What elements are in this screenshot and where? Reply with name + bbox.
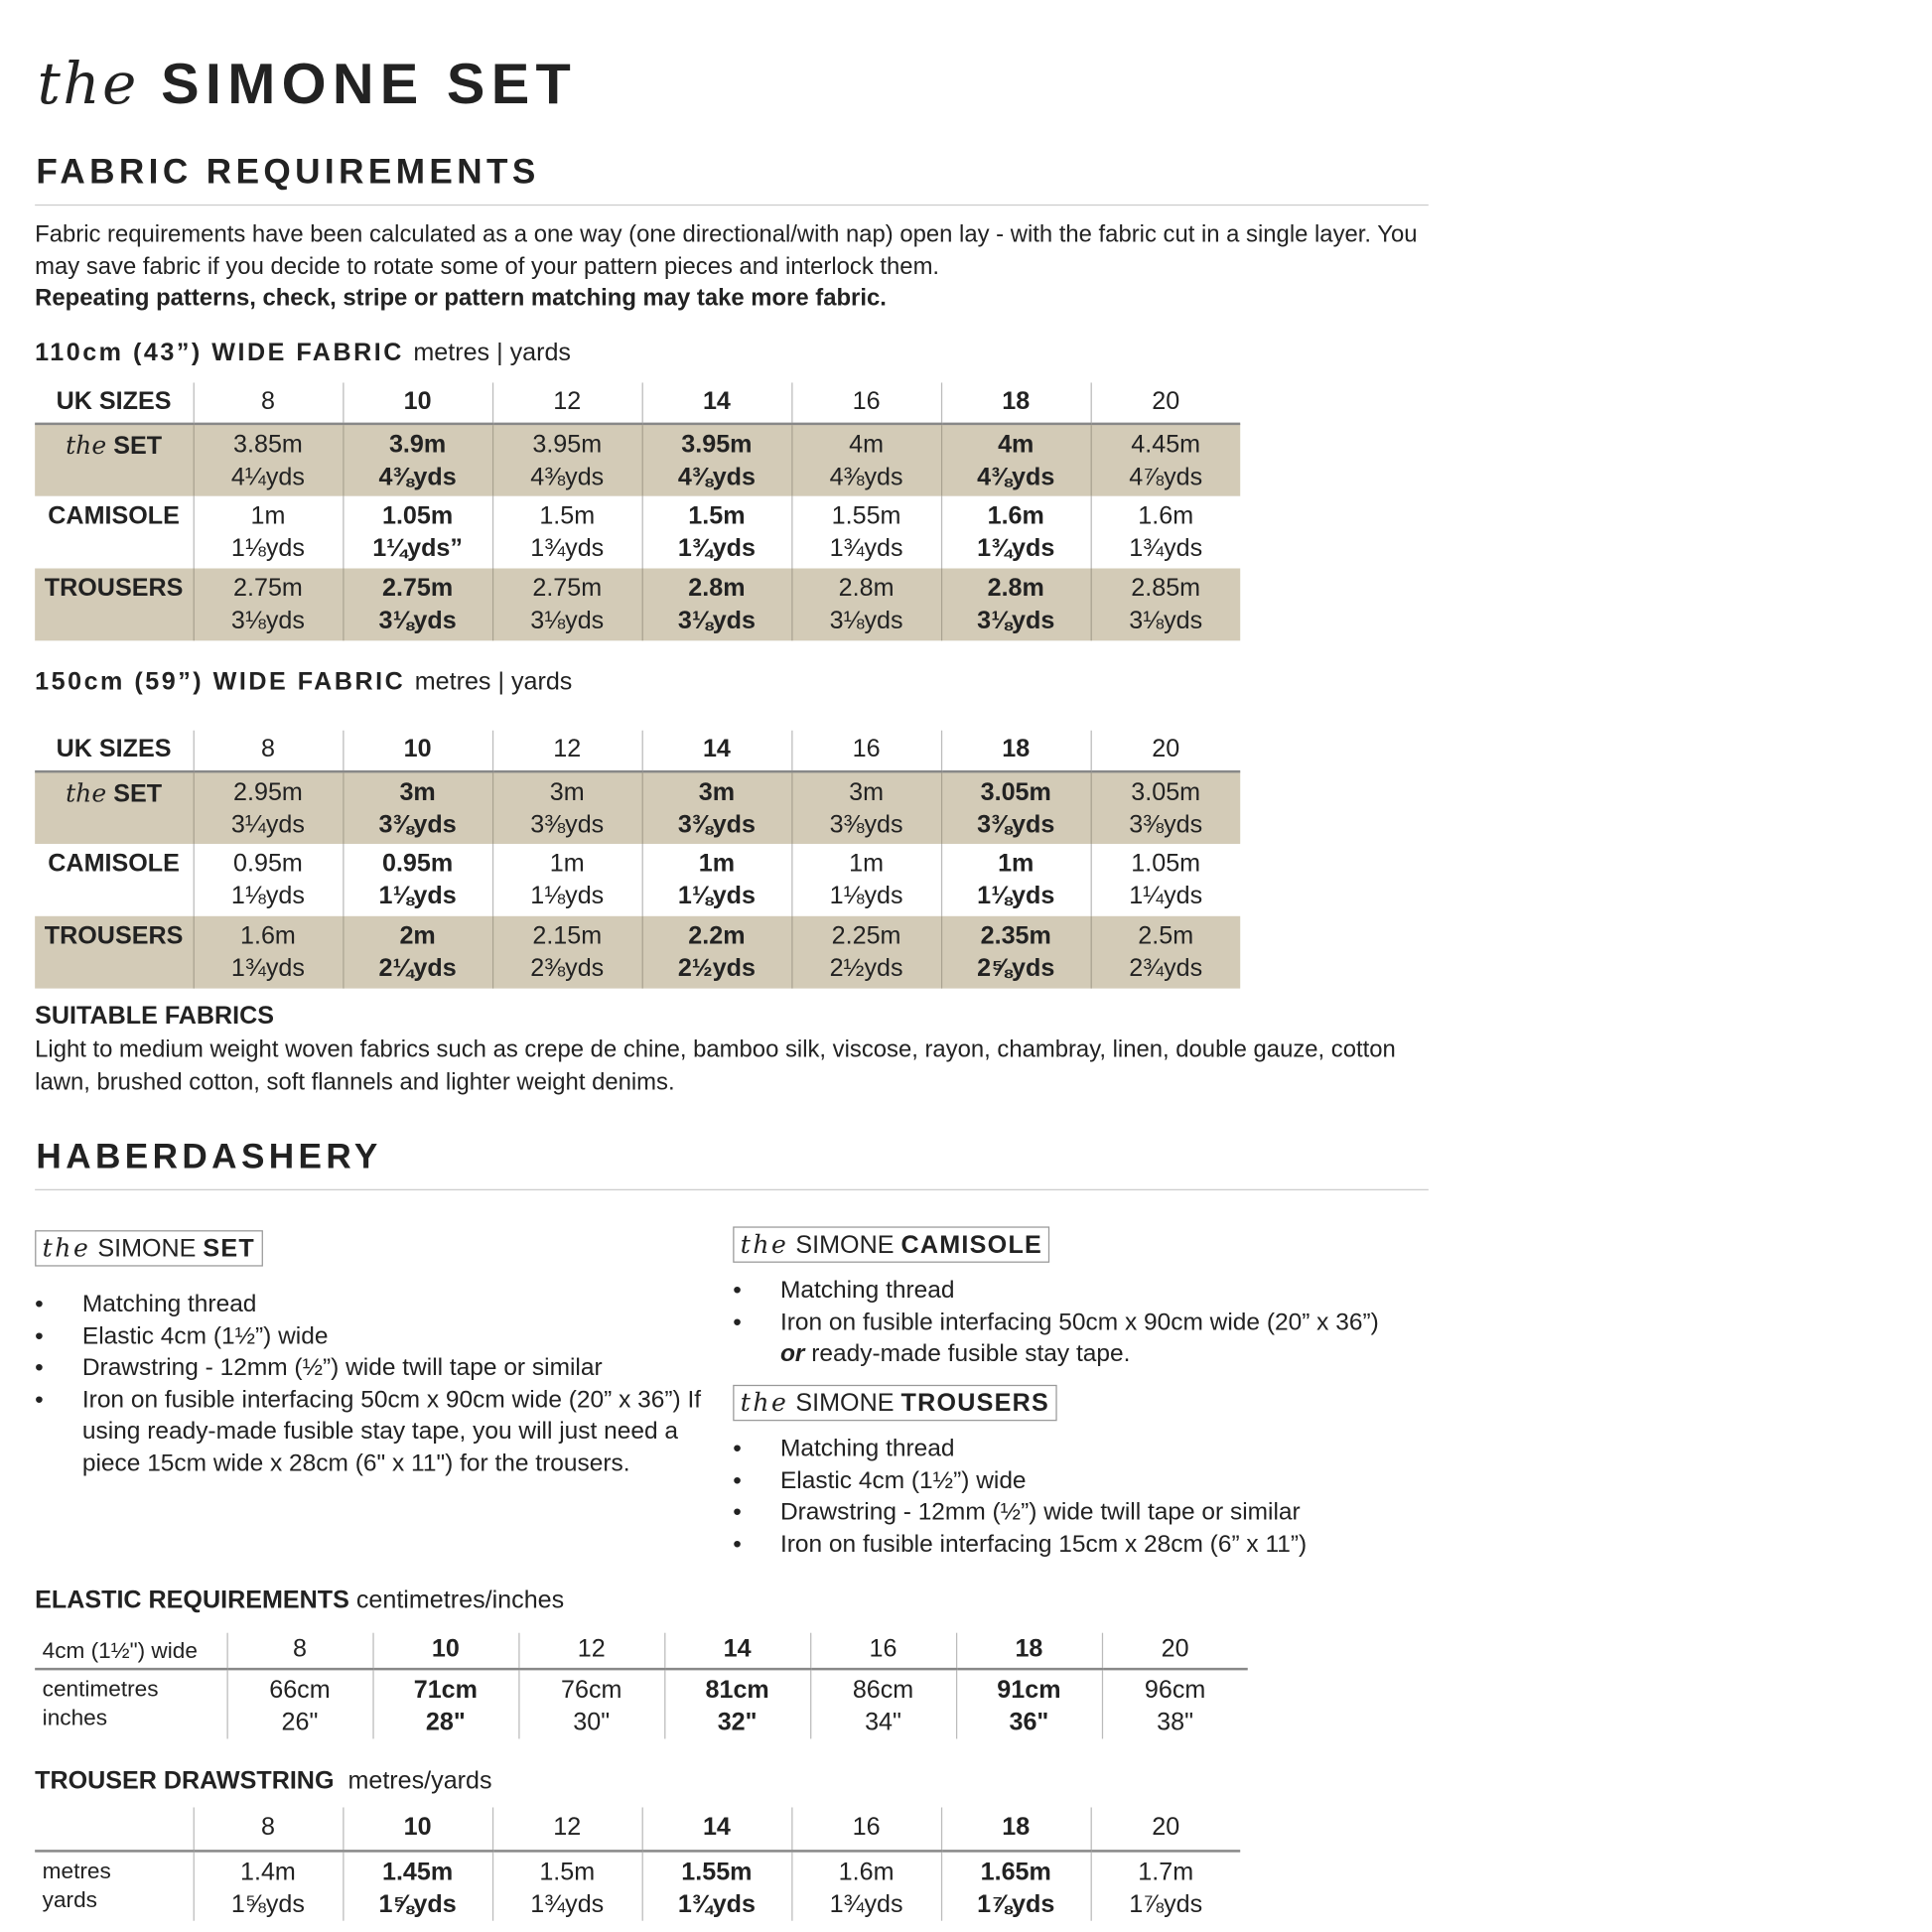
yards-value: 1⅛yds — [378, 882, 457, 909]
metres-value: 2.15m — [532, 922, 603, 950]
yards-value: 1⅞yds — [1129, 1889, 1203, 1918]
camisole-list — [733, 1275, 1431, 1370]
yards-value: 3⅛yds — [230, 606, 305, 634]
yards-value: 2½yds — [829, 954, 903, 982]
yards-value: 1¾yds — [677, 533, 756, 562]
yards-value: 3⅜yds — [378, 810, 457, 839]
list-item: • Matching thread — [35, 1289, 721, 1320]
metres-value: 3m — [849, 778, 885, 807]
row-label — [35, 569, 193, 641]
metres-value: 3.05m — [1131, 778, 1201, 807]
table-cell — [492, 916, 642, 989]
list-item: • Iron on fusible interfacing 15cm x 28cm (6” x 11”) — [733, 1529, 1431, 1561]
intro-text: Fabric requirements have been calculated as a one way (one directional/with nap) open lay - with the fabric cut in a single layer. You may save fabric if you decide to rotate some of your pattern pieces and interlock them. — [35, 221, 1418, 280]
yards-value: 4⅜yds — [829, 463, 903, 491]
table-cell — [941, 844, 1091, 916]
cm-value: 71cm — [413, 1676, 478, 1705]
table-cell — [1091, 771, 1241, 844]
table-cell — [941, 1851, 1091, 1920]
yards-value: 1¾yds — [1129, 533, 1203, 562]
yards-value: 1¾yds — [977, 533, 1055, 562]
table-row — [35, 916, 1240, 989]
metres-value: 0.95m — [233, 850, 303, 878]
inches-value: 28" — [425, 1708, 466, 1736]
table-cell — [941, 569, 1091, 641]
table-row — [35, 569, 1240, 641]
cm-value: 66cm — [269, 1676, 331, 1705]
metres-value: 1m — [998, 850, 1035, 878]
haberdashery-heading: HABERDASHERY — [36, 1137, 382, 1175]
warning-text: Repeating patterns, check, stripe or pattern matching may take more fabric. — [35, 285, 887, 312]
table-cell — [194, 424, 344, 496]
yards-value: 3⅛yds — [1129, 606, 1203, 634]
yards-value: 4⅜yds — [378, 463, 457, 491]
inches-value: 32" — [717, 1708, 758, 1736]
header-label — [35, 1807, 193, 1851]
yards-value: 3⅜yds — [1129, 810, 1203, 839]
metres-value: 4m — [849, 431, 885, 460]
inches-value: 36" — [1009, 1708, 1049, 1736]
row-label — [35, 916, 193, 989]
table-cell — [791, 844, 941, 916]
tag-bold: TROUSERS — [900, 1389, 1050, 1418]
table-cell — [956, 1669, 1102, 1738]
metres-value: 1.55m — [831, 501, 901, 530]
metres-value: 1.4m — [240, 1858, 296, 1886]
metres-value: 2.8m — [987, 574, 1044, 603]
yards-value: 3⅛yds — [378, 606, 457, 634]
size-header: 16 — [791, 1807, 941, 1851]
table-cell — [194, 1851, 344, 1920]
size-header: 14 — [642, 731, 792, 771]
table-cell — [492, 569, 642, 641]
size-header: 18 — [956, 1633, 1102, 1669]
suitable-text: Light to medium weight woven fabrics such as crepe de chine, bamboo silk, viscose, rayon, chambray, linen, double gauze, cotton lawn, brushed cotton, soft flannels and lighter weight denims. — [35, 1036, 1396, 1095]
table-row — [35, 496, 1240, 569]
table-cell — [791, 916, 941, 989]
metres-value: 1.05m — [381, 501, 454, 530]
table-cell — [941, 771, 1091, 844]
metres-value: 2.95m — [233, 778, 303, 807]
title-prefix: the — [37, 50, 139, 118]
yards-value: 1⅝yds — [378, 1889, 457, 1918]
camisole-tag — [733, 1226, 1049, 1262]
metres-value: 2.2m — [688, 922, 746, 950]
yards-value: 3⅜yds — [530, 810, 605, 839]
table-cell — [791, 424, 941, 496]
metres-value: 3m — [698, 778, 736, 807]
metres-value: 1.6m — [987, 501, 1044, 530]
table1-title — [35, 339, 571, 367]
table-cell — [1091, 496, 1241, 569]
cm-value: 96cm — [1144, 1676, 1206, 1705]
metres-value: 1.05m — [1131, 850, 1201, 878]
yards-value: 1¼yds — [1129, 882, 1203, 909]
yards-value: 1¾yds — [530, 1889, 605, 1918]
table-cell — [343, 844, 492, 916]
yards-value: 1⅛yds — [230, 533, 305, 562]
metres-value: 3.95m — [532, 431, 603, 460]
tag-name: SIMONE — [795, 1231, 895, 1260]
set-tag — [35, 1230, 262, 1266]
trousers-list — [733, 1434, 1431, 1561]
table-cell — [492, 424, 642, 496]
label-text: yards — [42, 1886, 97, 1912]
size-header: 12 — [492, 1807, 642, 1851]
table-cell — [343, 496, 492, 569]
or-text: or — [779, 1339, 805, 1368]
drawstring-units: metres/yards — [347, 1767, 492, 1795]
table1-title-text: 110cm (43”) WIDE FABRIC — [35, 339, 404, 367]
table-cell — [642, 569, 792, 641]
label-text: TROUSERS — [44, 574, 184, 603]
metres-value: 1.6m — [838, 1858, 895, 1886]
metres-value: 1m — [849, 850, 885, 878]
table2-title-text: 150cm (59”) WIDE FABRIC — [35, 667, 406, 696]
metres-value: 2.85m — [1131, 574, 1201, 603]
table-cell — [642, 496, 792, 569]
yards-value: 2¼yds — [378, 954, 457, 982]
header-label: UK SIZES — [35, 382, 193, 423]
row-label — [35, 1851, 193, 1920]
yards-value: 4⅞yds — [1129, 463, 1203, 491]
size-header: 20 — [1091, 1807, 1241, 1851]
metres-value: 1m — [698, 850, 736, 878]
table-cell — [791, 496, 941, 569]
yards-value: 1⅞yds — [977, 1889, 1055, 1918]
cm-value: 81cm — [705, 1676, 769, 1705]
inches-value: 26" — [281, 1708, 319, 1736]
yards-value: 1⅛yds — [977, 882, 1055, 909]
size-header: 16 — [791, 731, 941, 771]
list-item: • Drawstring - 12mm (½”) wide twill tape or similar — [35, 1352, 721, 1384]
yards-value: 3¼yds — [230, 810, 305, 839]
metres-value: 2.75m — [532, 574, 603, 603]
metres-value: 3.05m — [980, 778, 1051, 807]
table-cell — [810, 1669, 956, 1738]
metres-value: 3m — [549, 778, 585, 807]
size-header: 20 — [1091, 382, 1241, 423]
yards-value: 2½yds — [677, 954, 756, 982]
table-cell — [1102, 1669, 1248, 1738]
table-cell — [1091, 569, 1241, 641]
size-header: 8 — [194, 731, 344, 771]
metres-value: 2.5m — [1138, 922, 1194, 950]
metres-value: 1.45m — [381, 1858, 454, 1886]
elastic-title — [35, 1587, 564, 1615]
label-text: inches — [42, 1705, 108, 1730]
inches-value: 34" — [865, 1708, 901, 1736]
tag-prefix: the — [740, 1387, 789, 1418]
table-cell — [227, 1669, 373, 1738]
item-text: Iron on fusible interfacing 50cm x 90cm wide (20” x 36”) — [779, 1308, 1379, 1336]
trousers-tag — [733, 1385, 1056, 1421]
yards-value: 1⅝yds — [230, 1889, 305, 1918]
yards-value: 1⅛yds — [530, 882, 605, 909]
yards-value: 4⅜yds — [530, 463, 605, 491]
size-header: 18 — [941, 382, 1091, 423]
header-label: 4cm (1½") wide — [35, 1633, 226, 1669]
yards-value: 3⅜yds — [829, 810, 903, 839]
metres-value: 1.5m — [539, 1858, 596, 1886]
table-header-row — [35, 382, 1240, 423]
table-cell — [642, 916, 792, 989]
metres-value: 1.6m — [240, 922, 296, 950]
table-cell — [941, 916, 1091, 989]
table-cell — [642, 424, 792, 496]
label-text: SET — [113, 432, 163, 461]
label-text: metres — [42, 1858, 111, 1884]
size-header: 18 — [941, 1807, 1091, 1851]
yards-value: 1¾yds — [230, 954, 305, 982]
yards-value: 3⅛yds — [977, 606, 1055, 634]
table-cell — [343, 771, 492, 844]
table-cell — [492, 1851, 642, 1920]
metres-value: 1.7m — [1138, 1858, 1194, 1886]
table-row — [35, 1669, 1248, 1738]
list-item: • Iron on fusible interfacing 50cm x 90cm wide (20” x 36”) If using ready-made fusible stay tape, you will just need a piece 15cm wide x 28cm (6" x 11") for the trousers. — [35, 1384, 721, 1479]
size-header: 10 — [343, 1807, 492, 1851]
table-cell — [492, 844, 642, 916]
metres-value: 2.75m — [233, 574, 303, 603]
list-item — [733, 1307, 1431, 1370]
yards-value: 1¾yds — [829, 1889, 903, 1918]
table-cell — [642, 1851, 792, 1920]
elastic-title-text: ELASTIC REQUIREMENTS — [35, 1587, 349, 1614]
tag-name: SIMONE — [795, 1389, 895, 1418]
size-header: 20 — [1102, 1633, 1248, 1669]
table-cell — [194, 916, 344, 989]
size-header: 10 — [372, 1633, 518, 1669]
tag-name: SIMONE — [97, 1235, 197, 1263]
yards-value: 2⅝yds — [977, 954, 1055, 982]
fabric-table-150cm — [35, 731, 1240, 989]
yards-value: 3⅛yds — [829, 606, 903, 634]
row-label — [35, 1669, 226, 1738]
table2-title — [35, 668, 572, 697]
table-cell — [372, 1669, 518, 1738]
table-cell — [642, 844, 792, 916]
table-cell — [1091, 424, 1241, 496]
header-label: UK SIZES — [35, 731, 193, 771]
item-text: ready-made fusible stay tape. — [804, 1339, 1131, 1368]
table-header-row — [35, 1807, 1240, 1851]
row-label — [35, 771, 193, 844]
table-cell — [343, 569, 492, 641]
yards-value: 1¼yds” — [372, 533, 463, 562]
elastic-units: centimetres/inches — [355, 1587, 565, 1614]
list-item: • Elastic 4cm (1½”) wide — [733, 1465, 1431, 1497]
tag-bold: SET — [203, 1235, 256, 1263]
fabric-intro — [35, 219, 1437, 315]
divider — [35, 1189, 1429, 1190]
list-item: • Elastic 4cm (1½”) wide — [35, 1320, 721, 1352]
size-header: 12 — [518, 1633, 664, 1669]
table-cell — [492, 771, 642, 844]
table-cell — [343, 424, 492, 496]
yards-value: 3⅜yds — [677, 810, 756, 839]
yards-value: 2⅜yds — [530, 954, 605, 982]
metres-value: 1.55m — [681, 1858, 753, 1886]
metres-value: 3.85m — [233, 431, 303, 460]
size-header: 8 — [194, 1807, 344, 1851]
table-cell — [941, 496, 1091, 569]
table-header-row — [35, 1633, 1248, 1669]
table-cell — [1091, 916, 1241, 989]
fabric-heading: FABRIC REQUIREMENTS — [36, 152, 540, 192]
metres-value: 2.35m — [980, 922, 1051, 950]
table-cell — [194, 496, 344, 569]
camisole-haberdashery — [733, 1226, 1431, 1370]
list-item: • Matching thread — [733, 1434, 1431, 1465]
divider — [35, 205, 1429, 206]
table-row — [35, 1851, 1240, 1920]
metres-value: 4m — [998, 431, 1035, 460]
label-prefix: the — [66, 777, 107, 808]
table-cell — [492, 496, 642, 569]
metres-value: 1.65m — [980, 1858, 1051, 1886]
size-header: 12 — [492, 382, 642, 423]
table-row — [35, 844, 1240, 916]
table-cell — [343, 1851, 492, 1920]
table1-units: metres | yards — [413, 339, 571, 367]
metres-value: 1.5m — [688, 501, 746, 530]
metres-value: 0.95m — [381, 850, 454, 878]
tag-bold: CAMISOLE — [900, 1231, 1043, 1260]
suitable-heading: SUITABLE FABRICS — [35, 1002, 275, 1031]
size-header: 14 — [664, 1633, 810, 1669]
size-header: 20 — [1091, 731, 1241, 771]
size-header: 14 — [642, 1807, 792, 1851]
table2-units: metres | yards — [414, 667, 573, 696]
size-header: 10 — [343, 731, 492, 771]
row-label — [35, 844, 193, 916]
yards-value: 1⅛yds — [829, 882, 903, 909]
size-header: 8 — [194, 382, 344, 423]
size-header: 8 — [227, 1633, 373, 1669]
metres-value: 3m — [399, 778, 436, 807]
size-header: 12 — [492, 731, 642, 771]
metres-value: 2.25m — [831, 922, 901, 950]
elastic-table — [35, 1633, 1248, 1739]
yards-value: 3⅜yds — [977, 810, 1055, 839]
label-text: CAMISOLE — [48, 850, 180, 878]
drawstring-title — [35, 1767, 491, 1796]
set-haberdashery — [35, 1230, 721, 1479]
metres-value: 1m — [250, 501, 286, 530]
metres-value: 1m — [549, 850, 585, 878]
yards-value: 1¾yds — [530, 533, 605, 562]
metres-value: 4.45m — [1131, 431, 1201, 460]
table-row — [35, 771, 1240, 844]
metres-value: 3.95m — [681, 431, 753, 460]
drawstring-table — [35, 1807, 1240, 1920]
yards-value: 1⅛yds — [677, 882, 756, 909]
table-cell — [194, 771, 344, 844]
yards-value: 4⅜yds — [977, 463, 1055, 491]
size-header: 16 — [810, 1633, 956, 1669]
table-cell — [1091, 1851, 1241, 1920]
label-text: centimetres — [42, 1676, 159, 1702]
page-title — [38, 50, 577, 117]
inches-value: 30" — [573, 1708, 611, 1736]
table-cell — [518, 1669, 664, 1738]
tag-prefix: the — [42, 1232, 91, 1263]
yards-value: 2¾yds — [1129, 954, 1203, 982]
label-text: CAMISOLE — [48, 501, 180, 530]
inches-value: 38" — [1157, 1708, 1194, 1736]
label-prefix: the — [66, 430, 107, 461]
yards-value: 1¾yds — [829, 533, 903, 562]
metres-value: 2m — [399, 922, 436, 950]
metres-value: 2.75m — [381, 574, 454, 603]
cm-value: 76cm — [561, 1676, 622, 1705]
cm-value: 86cm — [852, 1676, 914, 1705]
yards-value: 4⅜yds — [677, 463, 756, 491]
table-header-row — [35, 731, 1240, 771]
yards-value: 1⅛yds — [230, 882, 305, 909]
table-cell — [194, 844, 344, 916]
title-name: SIMONE SET — [161, 51, 578, 116]
size-header: 18 — [941, 731, 1091, 771]
yards-value: 3⅛yds — [530, 606, 605, 634]
metres-value: 1.5m — [539, 501, 596, 530]
metres-value: 1.6m — [1138, 501, 1194, 530]
table-cell — [664, 1669, 810, 1738]
label-text: TROUSERS — [44, 922, 184, 950]
row-label — [35, 424, 193, 496]
table-cell — [642, 771, 792, 844]
tag-prefix: the — [740, 1228, 789, 1260]
label-text: SET — [113, 779, 163, 808]
trousers-haberdashery — [733, 1385, 1431, 1561]
yards-value: 3⅛yds — [677, 606, 756, 634]
table-cell — [791, 569, 941, 641]
metres-value: 3.9m — [388, 431, 447, 460]
table-cell — [791, 1851, 941, 1920]
size-header: 14 — [642, 382, 792, 423]
drawstring-title-text: TROUSER DRAWSTRING — [35, 1767, 335, 1795]
yards-value: 4¼yds — [230, 463, 305, 491]
table-cell — [343, 916, 492, 989]
size-header: 16 — [791, 382, 941, 423]
list-item: • Matching thread — [733, 1275, 1431, 1307]
row-label — [35, 496, 193, 569]
metres-value: 2.8m — [838, 574, 895, 603]
yards-value: 1¾yds — [677, 1889, 756, 1918]
cm-value: 91cm — [997, 1676, 1061, 1705]
table-cell — [1091, 844, 1241, 916]
fabric-table-110cm — [35, 382, 1240, 640]
table-cell — [194, 569, 344, 641]
table-row — [35, 424, 1240, 496]
table-cell — [791, 771, 941, 844]
set-list — [35, 1289, 721, 1479]
metres-value: 2.8m — [688, 574, 746, 603]
size-header: 10 — [343, 382, 492, 423]
table-cell — [941, 424, 1091, 496]
list-item: • Drawstring - 12mm (½”) wide twill tape or similar — [733, 1497, 1431, 1529]
